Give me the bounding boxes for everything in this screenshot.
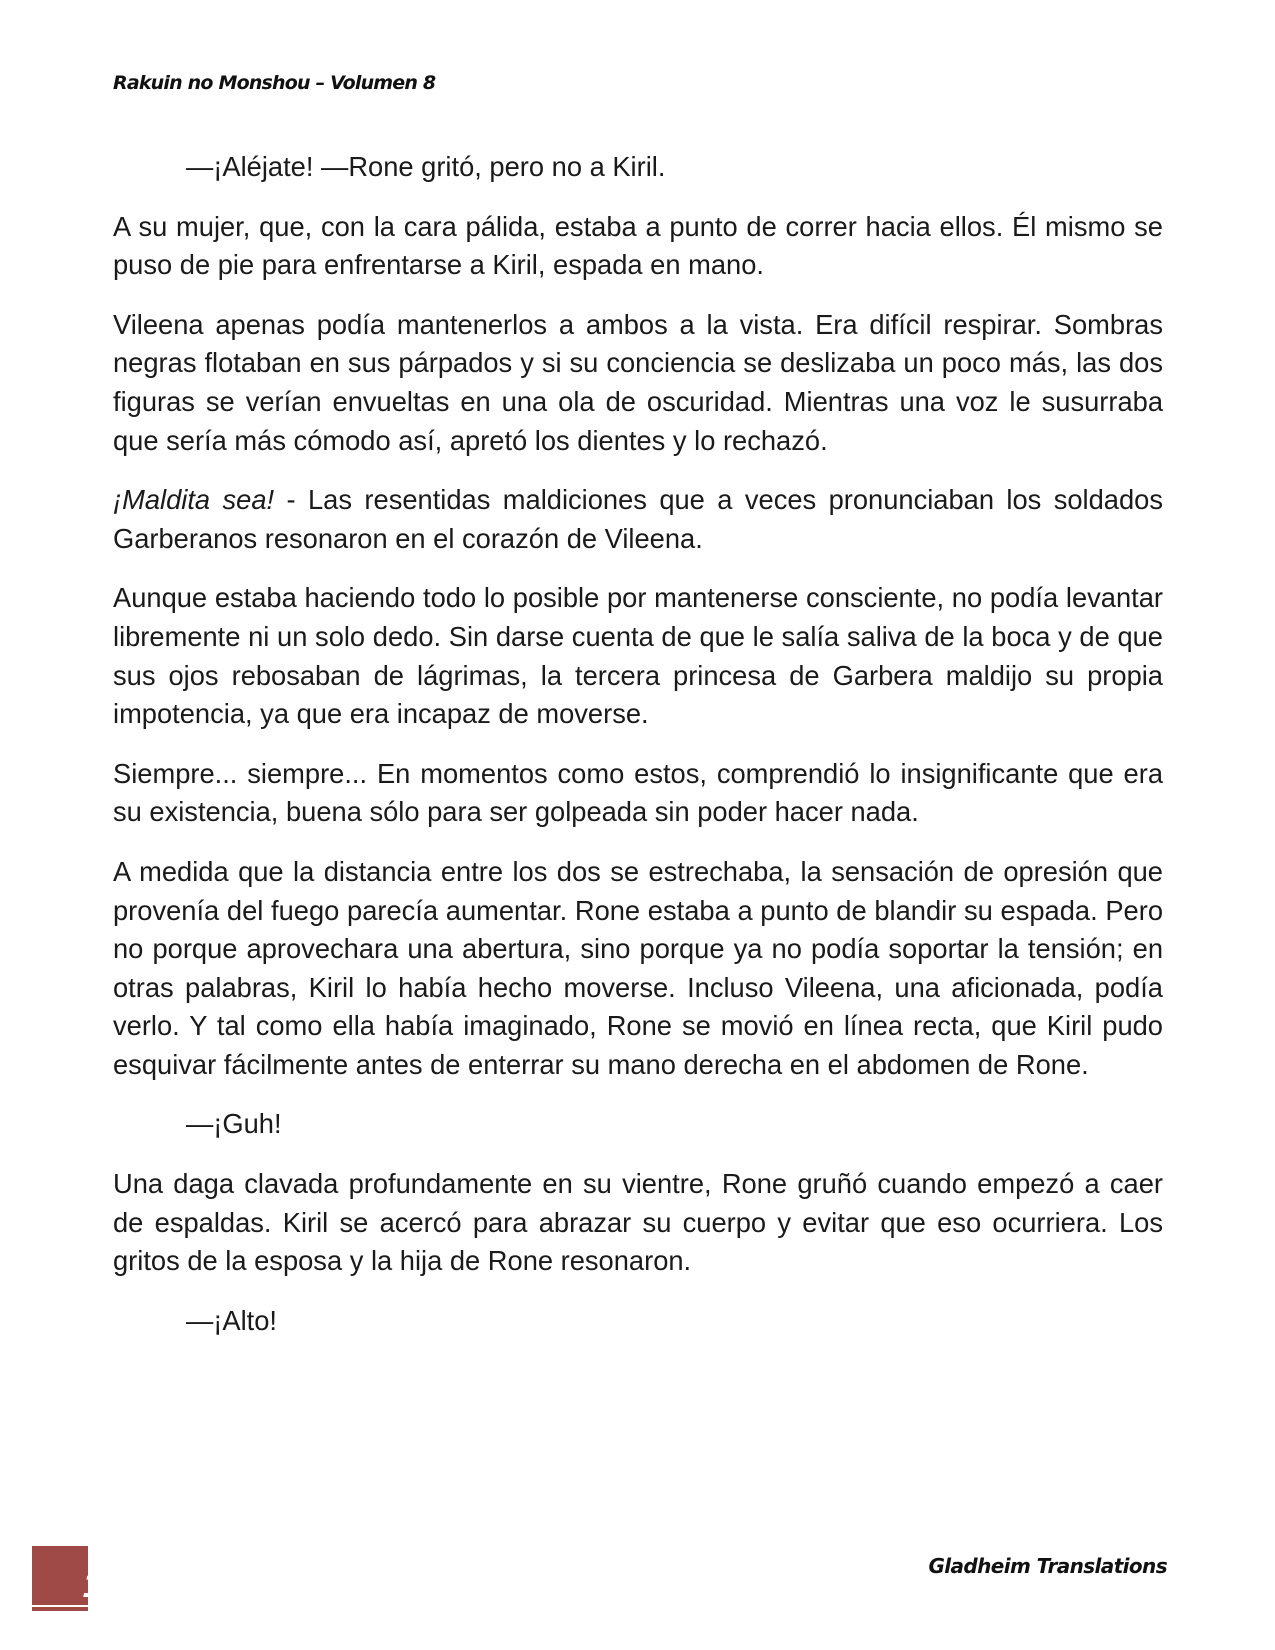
paragraph: A su mujer, que, con la cara pálida, estaba a punto de correr hacia ellos. Él mismo se puso de pie para enfrentarse a Kiril, espada en mano.	[113, 210, 1163, 281]
paragraph: Siempre... siempre... En momentos como estos, comprendió lo insignificante que era su existencia, buena sólo para ser golpeada sin poder hacer nada.	[113, 757, 1163, 828]
paragraph: Una daga clavada profundamente en su vientre, Rone gruñó cuando empezó a caer de espaldas. Kiril se acercó para abrazar su cuerpo y evitar que eso ocurriera. Los gritos de la esposa y la hija de Rone resonaron.	[113, 1168, 1163, 1277]
paragraph: Vileena apenas podía mantenerlos a ambos a la vista. Era difícil respirar. Sombras negras flotaban en sus párpados y si su conciencia se deslizaba un poco más, las dos figuras se verían envueltas en una ola de oscuridad. Mientras una voz le susurraba que sería más cómodo así, apretó los dientes y lo rechazó.	[113, 308, 1163, 456]
paragraph: Aunque estaba haciendo todo lo posible por mantenerse consciente, no podía levantar libremente ni un solo dedo. Sin darse cuenta de que le salía saliva de la boca y de que sus ojos rebosaban de lágrimas, la tercera princesa de Garbera maldijo su propia impotencia, ya que era incapaz de moverse.	[113, 582, 1163, 730]
paragraph	[113, 481, 1163, 558]
footer-credit: Gladheim Translations	[928, 1554, 1167, 1578]
running-header: Rakuin no Monshou – Volumen 8	[113, 72, 436, 94]
paragraph: —¡Aléjate! —Rone gritó, pero no a Kiril.	[186, 151, 666, 182]
page-number: 14	[82, 1570, 124, 1605]
page-number-box	[32, 1546, 124, 1611]
page-body	[113, 148, 1163, 1361]
page-number-underline	[32, 1605, 88, 1607]
paragraph-text: - Las resentidas maldiciones que a veces pronunciaban los soldados Garberanos resonaron en el corazón de Vileena.	[113, 484, 1163, 554]
paragraph: A medida que la distancia entre los dos se estrechaba, la sensación de opresión que provenía del fuego parecía aumentar. Rone estaba a punto de blandir su espada. Pero no porque aprovechara una abertura, sino porque ya no podía soportar la tensión; en otras palabras, Kiril lo había hecho moverse. Incluso Vileena, una aficionada, podía verlo. Y tal como ella había imaginado, Rone se movió en línea recta, que Kiril pudo esquivar fácilmente antes de enterrar su mano derecha en el abdomen de Rone.	[113, 855, 1163, 1080]
italic-exclamation: ¡Maldita sea!	[113, 484, 275, 516]
paragraph: —¡Guh!	[186, 1108, 282, 1140]
paragraph: —¡Alto!	[186, 1304, 278, 1336]
